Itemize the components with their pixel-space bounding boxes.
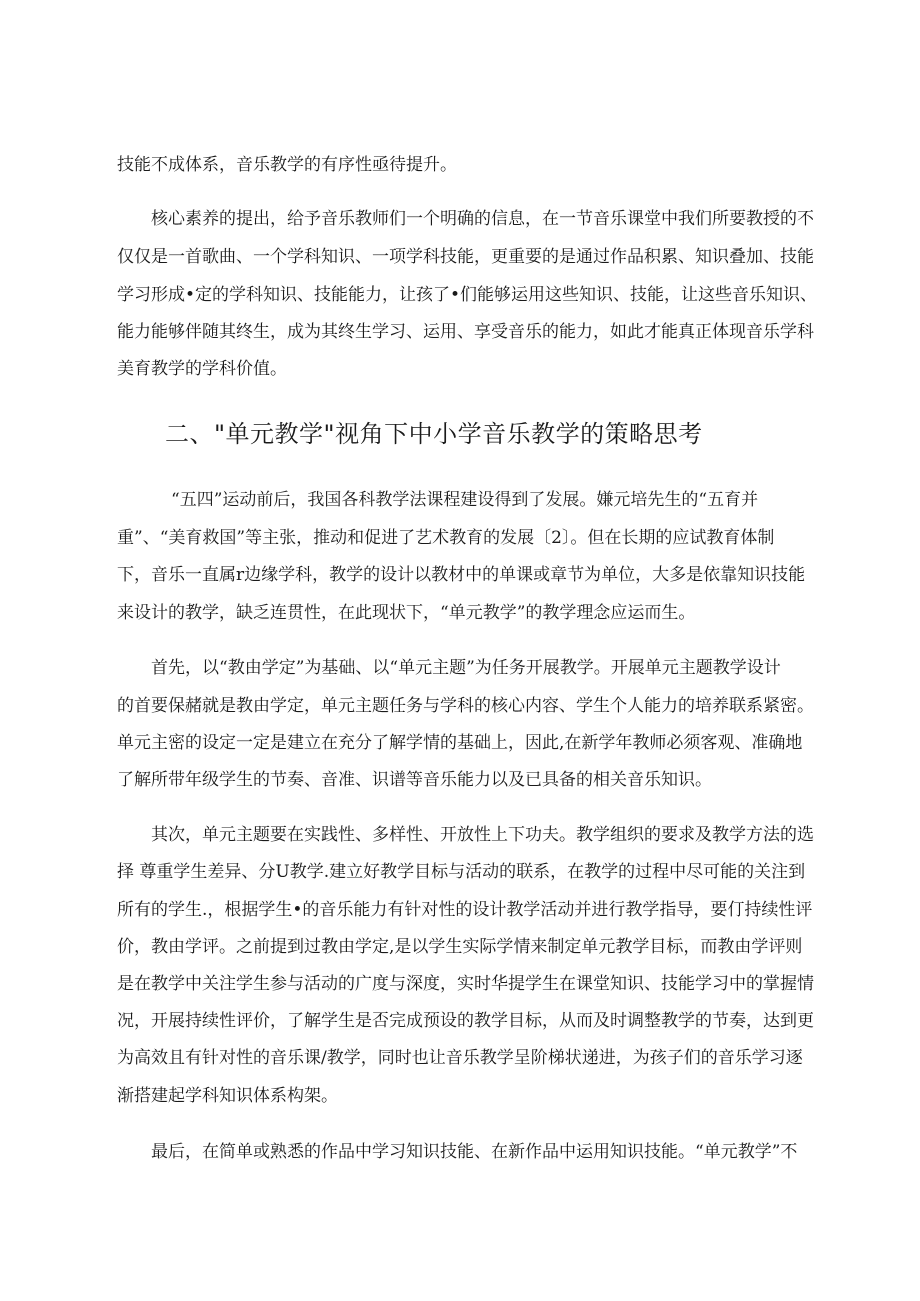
paragraph-line: 最后，在简单或熟悉的作品中学习知识技能、在新作品中运用知识技能。“单元教学”不 (151, 1142, 798, 1162)
paragraph-line: 能力能够伴随其终生，成为其终生学习、运用、享受音乐的能力，如此才能真正体现音乐学科 (117, 322, 814, 342)
paragraph-line: 渐搭建起学科知识体系构架。 (117, 1086, 338, 1106)
paragraph-line: 的首要保赭就是教由学定，单元主题任务与学科的核心内容、学生个人能力的培养联系紧密。 (117, 696, 814, 716)
section-heading: 二、"单元教学"视角下中小学音乐教学的策略思考 (165, 420, 703, 448)
paragraph-line: 重”、“美育救国”等主张，推动和促进了艺术教育的发展〔2〕。但在长期的应试教育体制 (117, 528, 775, 548)
paragraph-line: 技能不成体系，音乐教学的有序性亟待提升。 (117, 155, 457, 175)
paragraph-line: 况，开展持续性评价，了解学生是否完成预设的教学目标，从而及时调整教学的节奏，达到更 (117, 1011, 814, 1031)
paragraph-line: 下，音乐一直属r边缘学科，教学的设计以教材中的单课或章节为单位，大多是依靠知识技能 (117, 565, 806, 585)
paragraph-line: 单元主密的设定一定是建立在充分了解学情的基础上，因此,在新学年教师必须客观、准确地 (117, 733, 803, 753)
paragraph-line: 首先，以“教由学定”为基础、以“单元主题”为任务开展教学。开展单元主题教学设计 (151, 658, 781, 678)
paragraph-line: 是在教学中关注学生参与活动的广度与深度，实时华提学生在课堂知识、技能学习中的掌握情 (117, 974, 814, 994)
paragraph-line: 核心素养的提出，给予音乐教师们一个明确的信息，在一节音乐课堂中我们所要教授的不 (151, 209, 814, 229)
paragraph-line: 来设计的教学，缺乏连贯性，在此现状下，“单元教学”的教学理念应运而生。 (117, 603, 696, 623)
paragraph-line: 美育教学的学科价值。 (117, 359, 287, 379)
paragraph-line: 为高效且有针对性的音乐课/教学，同时也让音乐教学呈阶梯状递进，为孩子们的音乐学习逐 (117, 1048, 803, 1068)
paragraph-line: “五四”运动前后，我国各科教学法课程建设得到了发展。嫌元培先生的“五育并 (171, 490, 759, 510)
paragraph-line: 择 尊重学生差异、分U教学.建立好教学目标与活动的联系，在教学的过程中尽可能的关注到 (117, 862, 806, 882)
paragraph-line: 所有的学生.，根据学生•的音乐能力有针对性的设计教学活动并进行教学指导，要仃持续性评 (117, 900, 813, 920)
paragraph-line: 了解所带年级学生的节奏、音准、识谱等音乐能力以及已具备的相关音乐知识。 (117, 770, 712, 790)
paragraph-line: 学习形成•定的学科知识、技能能力，让孩了•们能够运用这些知识、技能，让这些音乐知识、 (117, 285, 817, 305)
paragraph-line: 价，教由学评。之前提到过教由学定,是以学生实际学情来制定单元教学目标，而教由学评则 (117, 937, 803, 957)
paragraph-line: 其次，单元主题要在实践性、多样性、开放性上下功夫。教学组织的要求及教学方法的选 (151, 825, 814, 845)
paragraph-line: 仅仅是一首歌曲、一个学科知识、一项学科技能，更重要的是通过作品积累、知识叠加、技能 (117, 247, 814, 267)
